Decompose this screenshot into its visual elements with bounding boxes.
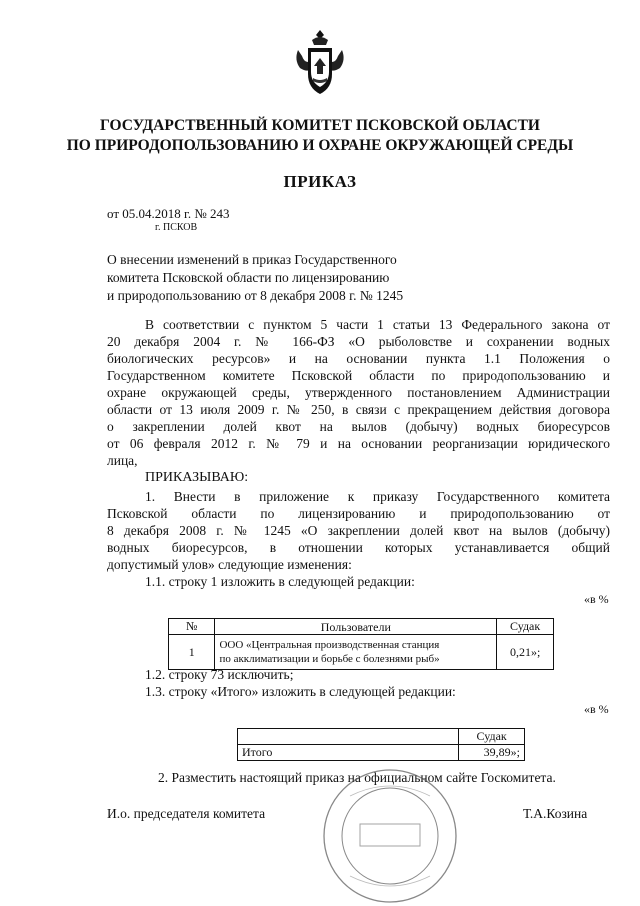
official-stamp-icon <box>320 766 460 906</box>
document-date-number: от 05.04.2018 г. № 243 <box>107 206 230 221</box>
header-users: Пользователи <box>215 619 497 635</box>
item-1-1: 1.1. строку 1 изложить в следующей редакции: <box>145 574 415 589</box>
table-row <box>169 635 554 670</box>
item-1-line: водных биоресурсов, в отношении которых устанавливается общий <box>107 540 610 555</box>
row-number: 1 <box>169 635 215 670</box>
subject-line: О внесении изменений в приказ Государственного <box>107 252 397 267</box>
unit-label-1: «в % <box>584 592 609 606</box>
preamble-line: лица, <box>107 453 138 468</box>
row-value: 0,21»; <box>497 635 554 670</box>
table-row <box>238 745 525 761</box>
preamble-line: области от 13 июля 2009 г. № 250, в связи с прекращением действия договора <box>107 402 610 417</box>
preamble-line: Государственном комитете Псковской области по природопользованию и <box>107 368 610 383</box>
header-zander: Судак <box>497 619 554 635</box>
preamble-line: 20 декабря 2004 г. № 166-ФЗ «О рыболовстве и сохранении водных <box>107 334 610 349</box>
document-subject <box>107 251 507 305</box>
coat-of-arms-icon <box>292 28 348 98</box>
item-2: 2. Разместить настоящий приказ на официальном сайте Госкомитета. <box>158 770 556 785</box>
subject-line: и природопользованию от 8 декабря 2008 г. № 1245 <box>107 288 404 303</box>
preamble-line: биологических ресурсов» и на основании пункта 1.1 Положения о <box>107 351 610 366</box>
header-zander: Судак <box>459 729 525 745</box>
order-word: ПРИКАЗЫВАЮ: <box>145 470 249 485</box>
document-city: г. ПСКОВ <box>155 222 198 233</box>
preamble-line: В соответствии с пунктом 5 части 1 статьи 13 Федерального закона от <box>145 317 610 332</box>
org-line-1: ГОСУДАРСТВЕННЫЙ КОМИТЕТ ПСКОВСКОЙ ОБЛАСТИ <box>99 117 540 134</box>
item-1-2: 1.2. строку 73 исключить; <box>145 667 294 682</box>
total-label: Итого <box>238 745 459 761</box>
org-line-2: ПО ПРИРОДОПОЛЬЗОВАНИЮ И ОХРАНЕ ОКРУЖАЮЩЕЙ СРЕДЫ <box>66 137 574 154</box>
preamble-line: от 06 февраля 2012 г. № 79 и на основании реорганизации юридического <box>107 436 610 451</box>
total-table <box>237 728 525 761</box>
item-1-line: 8 декабря 2008 г. № 1245 «О закреплении долей квот на вылов (добычу) <box>107 523 610 538</box>
subject-line: комитета Псковской области по лицензированию <box>107 270 390 285</box>
organization-name <box>40 116 600 156</box>
preamble-line: о закреплении долей квот на вылов (добычу) водных биоресурсов <box>107 419 610 434</box>
document-type: ПРИКАЗ <box>283 172 357 191</box>
row-user <box>215 635 497 670</box>
unit-label-2: «в % <box>584 702 609 716</box>
signer-name: Т.А.Козина <box>523 806 588 821</box>
item-1-paragraph <box>107 488 610 573</box>
total-value: 39,89»; <box>459 745 525 761</box>
item-1-line: 1. Внести в приложение к приказу Государственного комитета <box>145 489 610 504</box>
table-header-row <box>238 729 525 745</box>
row-user-line: по акклиматизации и борьбе с болезнями рыб» <box>219 653 440 665</box>
preamble-paragraph <box>107 316 610 469</box>
row-user-line: ООО «Центральная производственная станция <box>219 639 440 651</box>
header-number: № <box>169 619 215 635</box>
preamble-line: охране окружающей среды, утвержденного постановлением Администрации <box>107 385 610 400</box>
signer-title: И.о. председателя комитета <box>107 806 266 821</box>
item-1-line: допустимый улов» следующие изменения: <box>107 557 352 572</box>
item-1-3: 1.3. строку «Итого» изложить в следующей редакции: <box>145 684 456 699</box>
item-1-line: Псковской области по лицензированию и природопользованию от <box>107 506 610 521</box>
header-empty <box>238 729 459 745</box>
table-header-row <box>169 619 554 635</box>
users-table <box>168 618 554 670</box>
